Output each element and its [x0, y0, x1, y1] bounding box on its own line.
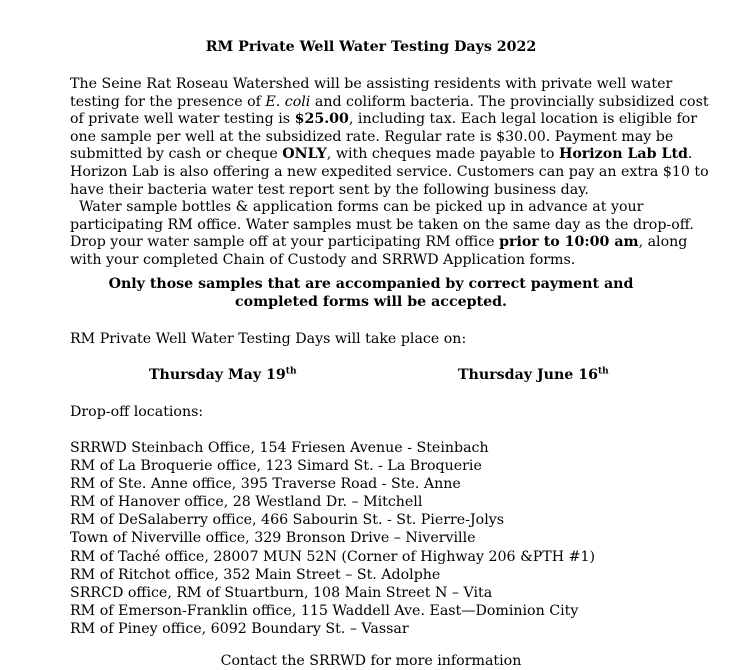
location-item: RM of La Broquerie office, 123 Simard St. - La Broquerie [70, 458, 482, 475]
paragraph-line [70, 111, 710, 129]
paragraph-line [70, 94, 710, 112]
dropoff-location-list [70, 439, 595, 638]
paragraph-text: . [687, 146, 693, 163]
paragraph-line: The Seine Rat Roseau Watershed will be assisting residents with private well water [70, 76, 673, 92]
testing-date-1 [149, 366, 296, 384]
paragraph-text: Drop your water sample off at your participating RM office [70, 234, 500, 251]
paragraph-line: participating RM office. Water samples must be taken on the same day as the drop-off. [70, 216, 694, 233]
paragraph-line: one sample per well at the subsidized rate. Regular rate is $30.00. Payment may be [70, 128, 674, 145]
paragraph-text: , with cheques made payable to [326, 146, 559, 163]
subsidized-price: $25.00 [294, 111, 349, 128]
location-item: RM of Taché office, 28007 MUN 52N (Corner of Highway 206 &PTH #1) [70, 548, 596, 565]
location-item: RM of Hanover office, 28 Westland Dr. – Mitchell [70, 494, 423, 511]
location-item: Town of Niverville office, 329 Bronson Drive – Niverville [70, 530, 476, 547]
paragraph-line: Horizon Lab is also offering a new expedited service. Customers can pay an extra $10 to [70, 163, 709, 180]
contact-footer: Contact the SRRWD for more information [220, 653, 522, 669]
paragraph-line [70, 146, 710, 164]
payment-notice [0, 275, 742, 311]
location-item: RM of Ritchot office, 352 Main Street – St. Adolphe [70, 566, 441, 583]
location-item: RM of Emerson-Franklin office, 115 Waddell Ave. East—Dominion City [70, 602, 579, 619]
paragraph-line [70, 234, 710, 252]
notice-line: Only those samples that are accompanied by correct payment and [108, 276, 634, 292]
paragraph-line: Water sample bottles & application forms can be picked up in advance at your [70, 199, 644, 216]
location-item: SRRCD office, RM of Stuartburn, 108 Main Street N – Vita [70, 584, 493, 601]
paragraph-line: with your completed Chain of Custody and SRRWD Application forms. [70, 251, 576, 268]
location-item: RM of DeSalaberry office, 466 Sabourin St. - St. Pierre-Jolys [70, 512, 505, 529]
date-text: Thursday May 19 [149, 367, 286, 383]
date-text: Thursday June 16 [458, 367, 598, 383]
paragraph-text: testing for the presence of [70, 93, 266, 110]
ecoli-term: E. coli [265, 93, 311, 110]
info-paragraph [70, 76, 710, 270]
paragraph-line: have their bacteria water test report sent by the following business day. [70, 181, 589, 198]
only-emphasis: ONLY [282, 146, 327, 163]
paragraph-text: , including tax. Each legal location is eligible for [348, 111, 698, 128]
paragraph-text: of private well water testing is [70, 111, 295, 128]
paragraph-text: and coliform bacteria. The provincially subsidized cost [310, 93, 709, 110]
paragraph-text: submitted by cash or cheque [70, 146, 283, 163]
testing-date-2 [458, 366, 609, 384]
dropoff-heading: Drop-off locations: [70, 404, 204, 420]
location-item: SRRWD Steinbach Office, 154 Friesen Avenue - Steinbach [70, 440, 489, 456]
page-title: RM Private Well Water Testing Days 2022 [205, 39, 537, 55]
notice-line: completed forms will be accepted. [235, 294, 507, 310]
paragraph-text: , along [638, 234, 688, 251]
date-ordinal: th [285, 366, 297, 377]
date-ordinal: th [598, 366, 609, 377]
testing-days-intro: RM Private Well Water Testing Days will take place on: [70, 331, 467, 347]
location-item: RM of Piney office, 6092 Boundary St. – Vassar [70, 620, 409, 637]
location-item: RM of Ste. Anne office, 395 Traverse Road - Ste. Anne [70, 476, 461, 493]
deadline-time: prior to 10:00 am [499, 234, 639, 251]
payee-name: Horizon Lab Ltd [558, 146, 688, 163]
